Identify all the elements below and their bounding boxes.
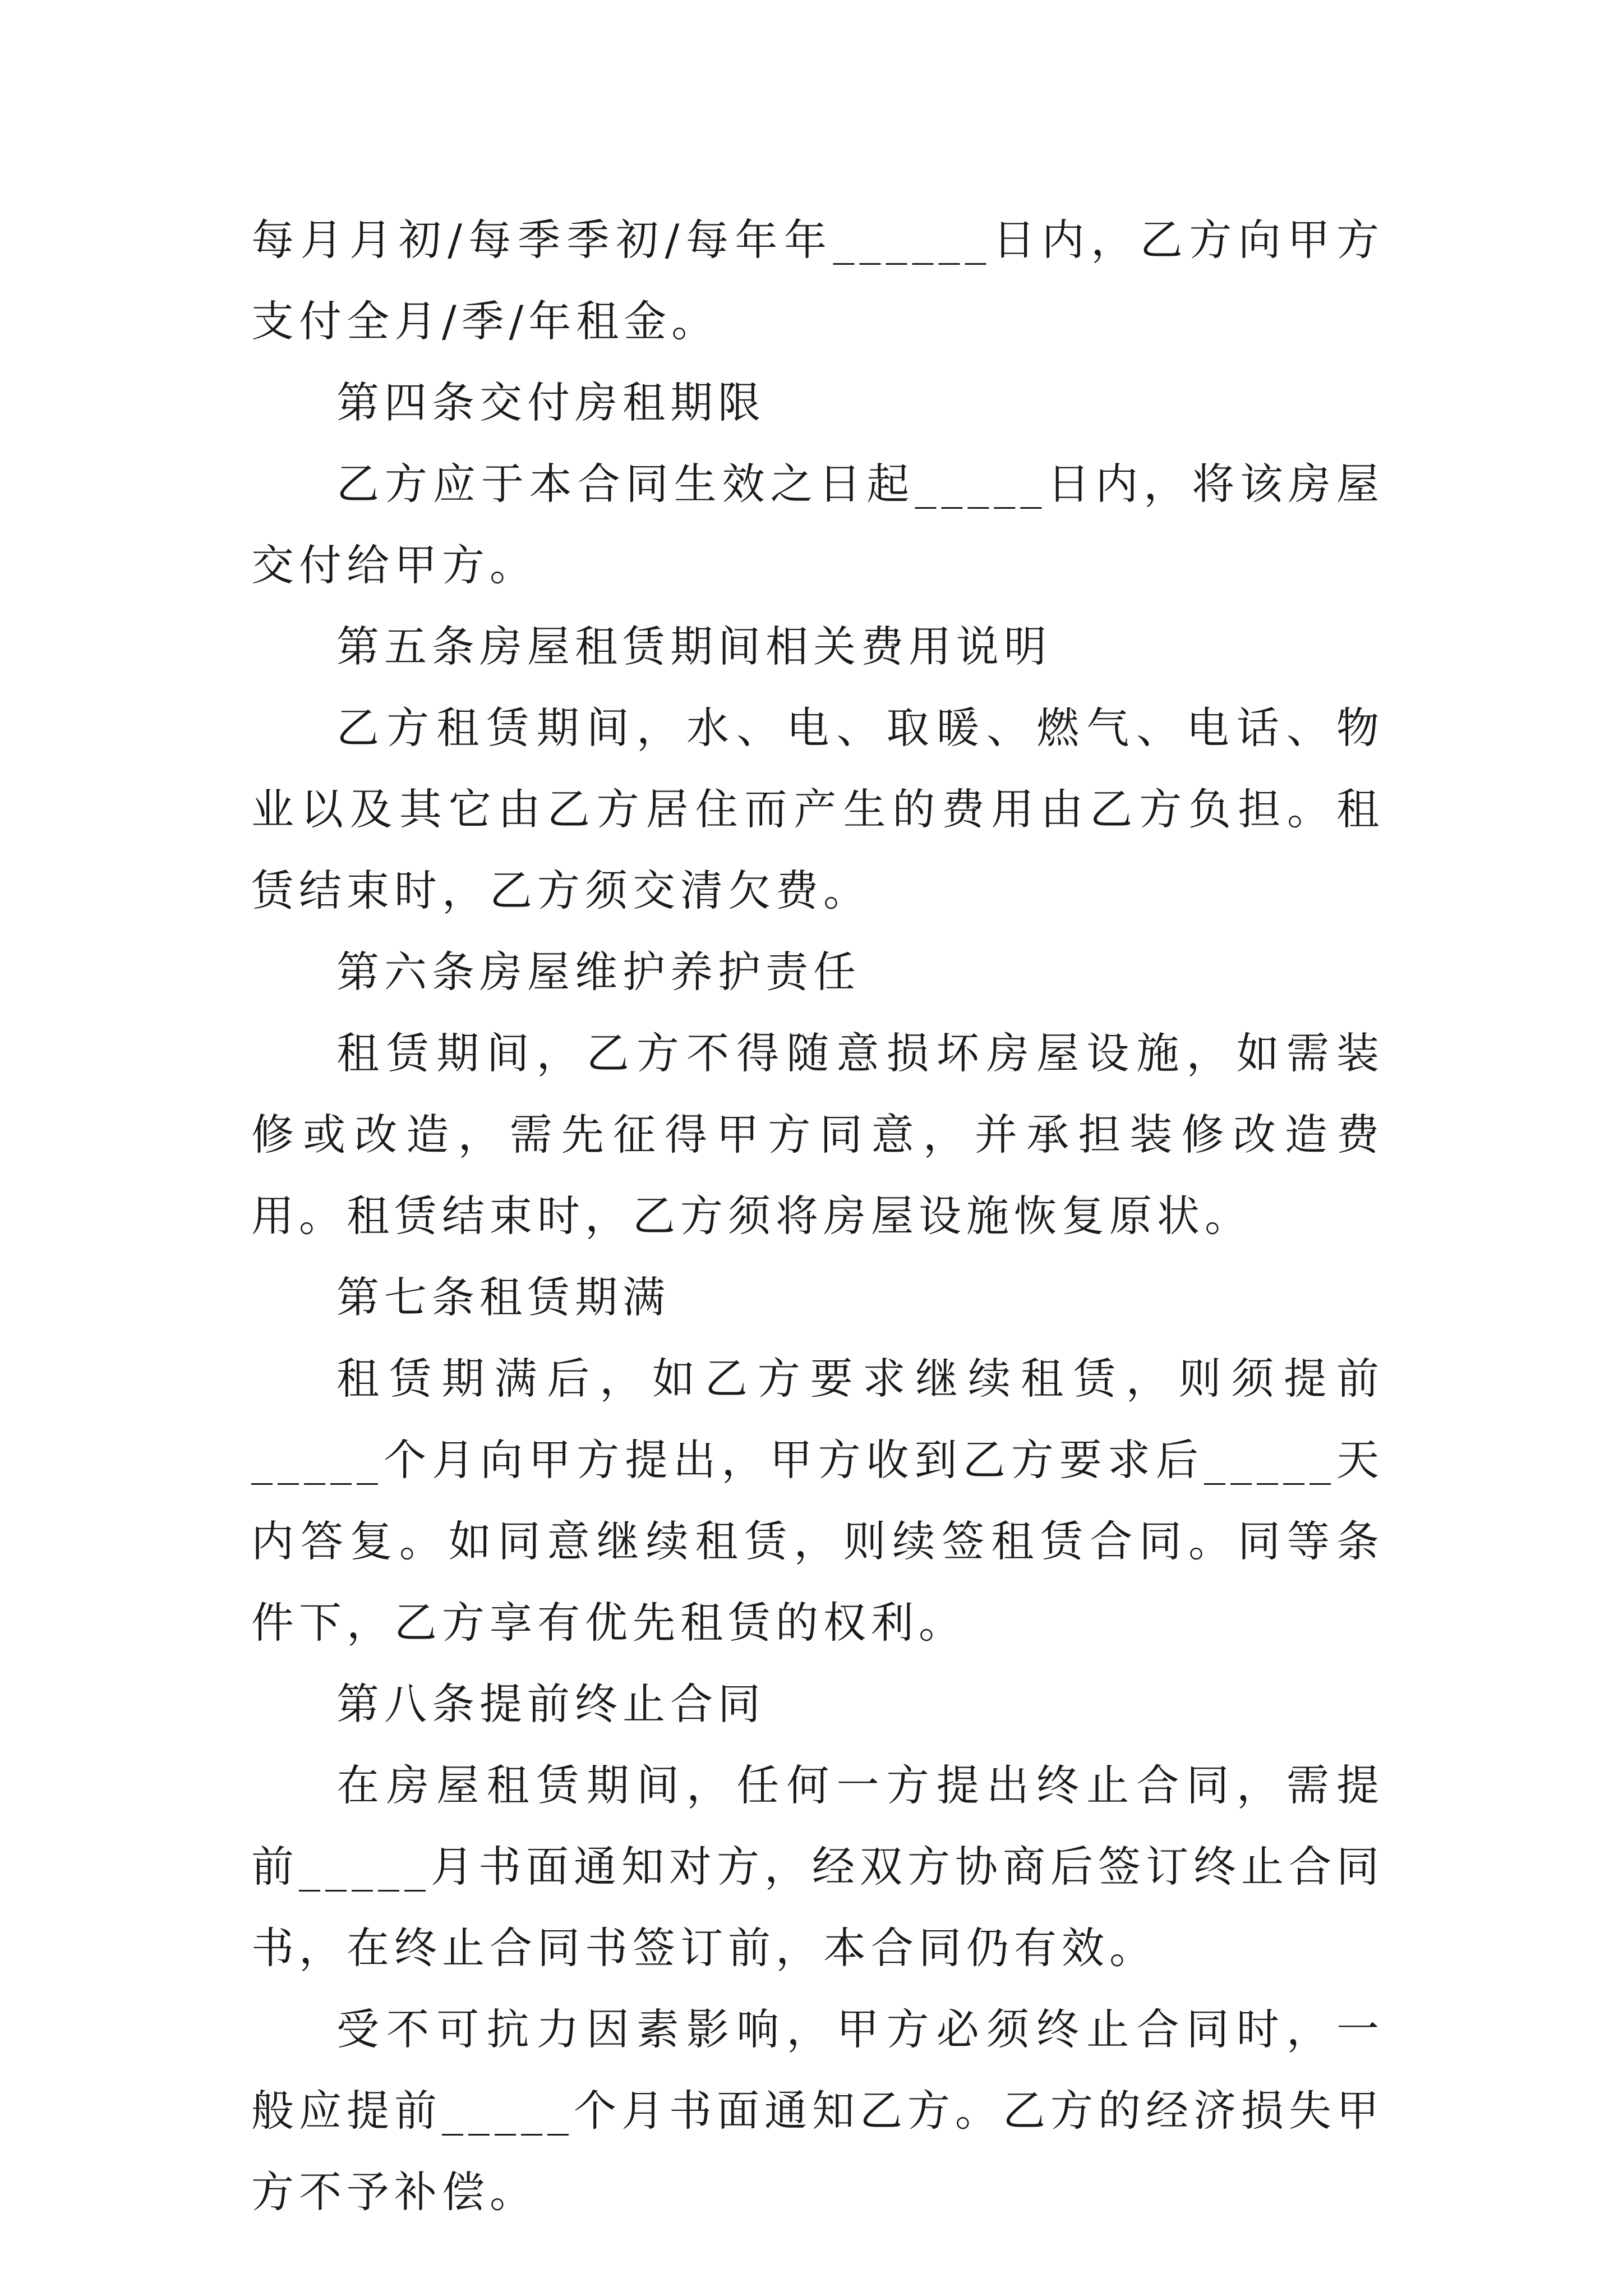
heading-article-7: 第七条租赁期满 (336, 1272, 670, 1322)
paragraph-article-8-b: 受不可抗力因素影响，甲方必须终止合同时，一般应提前_____个月书面通知乙方。乙方的经济损失甲方不予补偿。 (251, 2004, 1384, 2217)
paragraph-rent-payment-continuation: 每月月初/每季季初/每年年______日内，乙方向甲方支付全月/季/年租金。 (251, 215, 1384, 346)
heading-article-6: 第六条房屋维护养护责任 (336, 947, 861, 997)
paragraph-article-7: 租赁期满后，如乙方要求继续租赁，则须提前_____个月向甲方提出，甲方收到乙方要求后_____天内答复。如同意继续租赁，则续签租赁合同。同等条件下，乙方享有优先租赁的权利。 (251, 1354, 1384, 1648)
heading-article-8: 第八条提前终止合同 (336, 1679, 766, 1729)
heading-article-4: 第四条交付房租期限 (336, 378, 766, 427)
document-body (251, 199, 1384, 2233)
paragraph-article-6: 租赁期间，乙方不得随意损坏房屋设施，如需装修或改造，需先征得甲方同意，并承担装修改造费用。租赁结束时，乙方须将房屋设施恢复原状。 (251, 1028, 1384, 1241)
paragraph-article-5: 乙方租赁期间，水、电、取暖、燃气、电话、物业以及其它由乙方居住而产生的费用由乙方负担。租赁结束时，乙方须交清欠费。 (251, 703, 1384, 915)
paragraph-article-8-a: 在房屋租赁期间，任何一方提出终止合同，需提前_____月书面通知对方，经双方协商后签订终止合同书，在终止合同书签订前，本合同仍有效。 (251, 1760, 1384, 1973)
heading-article-5: 第五条房屋租赁期间相关费用说明 (336, 622, 1052, 671)
paragraph-article-4: 乙方应于本合同生效之日起_____日内，将该房屋交付给甲方。 (251, 459, 1384, 590)
